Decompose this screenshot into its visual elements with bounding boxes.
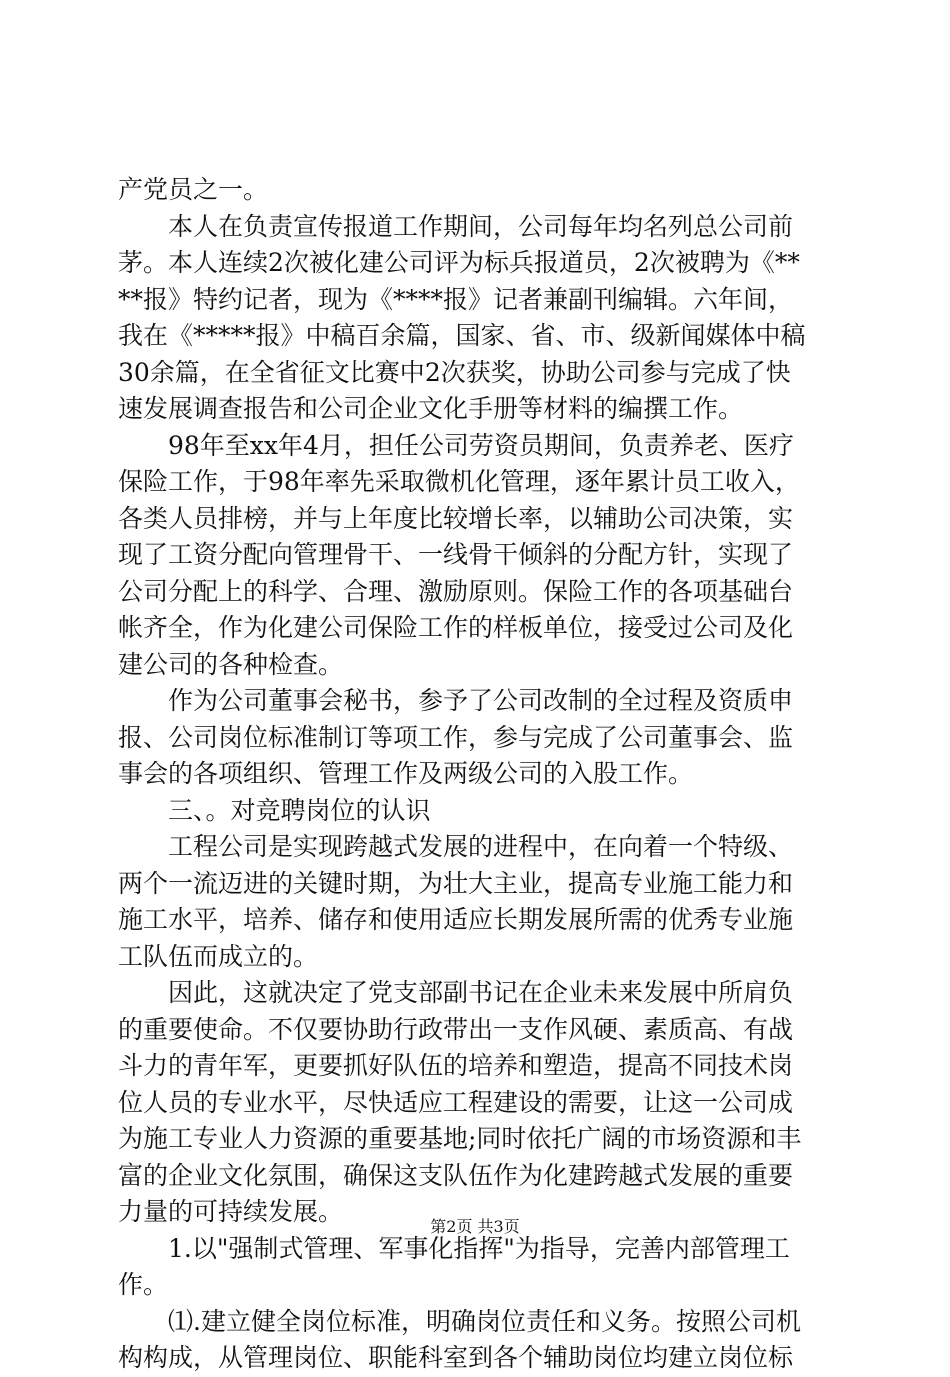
text-line: 建公司的各种检查。 xyxy=(118,649,344,679)
text-line: 速发展调查报告和公司企业文化手册等材料的编撰工作。 xyxy=(118,394,744,423)
text-line: 斗力的青年军，更要抓好队伍的培养和塑造，提高不同技术岗 xyxy=(118,1051,794,1080)
text-line: **报》特约记者，现为《****报》记者兼副刊编辑。六年间， xyxy=(118,284,794,314)
text-line: 作为公司董事会秘书，参予了公司改制的全过程及资质申 xyxy=(118,686,794,715)
text-line: 保险工作，于98年率先采取微机化管理，逐年累计员工收入， xyxy=(118,467,800,496)
text-line: 帐齐全，作为化建公司保险工作的样板单位，接受过公司及化 xyxy=(118,613,794,642)
text-line: 工队伍而成立的。 xyxy=(118,941,319,971)
document-body xyxy=(118,172,834,1377)
text-line: 为施工专业人力资源的重要基地;同时依托广阔的市场资源和丰 xyxy=(118,1124,802,1153)
text-line: 茅。本人连续2次被化建公司评为标兵报道员，2次被聘为《** xyxy=(118,248,800,277)
text-line: 工程公司是实现跨越式发展的进程中，在向着一个特级、 xyxy=(118,832,794,861)
text-line: 我在《*****报》中稿百余篇，国家、省、市、级新闻媒体中稿 xyxy=(118,321,806,350)
text-line: 的重要使命。不仅要协助行政带出一支作风硬、素质高、有战 xyxy=(118,1014,794,1044)
text-line: 本人在负责宣传报道工作期间，公司每年均名列总公司前 xyxy=(118,211,794,241)
text-line: 公司分配上的科学、合理、激励原则。保险工作的各项基础台 xyxy=(118,576,794,606)
text-line: 98年至xx年4月，担任公司劳资员期间，负责养老、医疗 xyxy=(118,430,794,460)
text-line: 施工水平，培养、储存和使用适应长期发展所需的优秀专业施 xyxy=(118,905,794,934)
text-line: 30余篇，在全省征文比赛中2次获奖，协助公司参与完成了快 xyxy=(118,357,791,387)
text-line: 产党员之一。 xyxy=(118,175,269,204)
text-line: 作。 xyxy=(118,1270,169,1299)
text-line: 各类人员排榜，并与上年度比较增长率，以辅助公司决策，实 xyxy=(118,503,794,533)
text-line: 两个一流迈进的关键时期，为壮大主业，提高专业施工能力和 xyxy=(118,868,794,898)
page-footer: 第2页 共3页 xyxy=(430,1217,520,1236)
text-line: 构构成，从管理岗位、职能科室到各个辅助岗位均建立岗位标 xyxy=(118,1343,794,1372)
text-line: 富的企业文化氛围，确保这支队伍作为化建跨越式发展的重要 xyxy=(118,1160,794,1190)
text-line: 事会的各项组织、管理工作及两级公司的入股工作。 xyxy=(118,759,694,788)
text-line: 1.以"强制式管理、军事化指挥"为指导，完善内部管理工 xyxy=(118,1233,790,1263)
text-line: 位人员的专业水平，尽快适应工程建设的需要，让这一公司成 xyxy=(118,1087,794,1117)
text-line: 因此，这就决定了党支部副书记在企业未来发展中所肩负 xyxy=(118,978,794,1007)
text-line: 报、公司岗位标准制订等项工作，参与完成了公司董事会、监 xyxy=(118,722,794,752)
text-line: 力量的可持续发展。 xyxy=(118,1197,344,1226)
text-line: 现了工资分配向管理骨干、一线骨干倾斜的分配方针，实现了 xyxy=(118,540,794,569)
section-heading: 三、。对竞聘岗位的认识 xyxy=(118,795,431,825)
text-line: ⑴.建立健全岗位标准，明确岗位责任和义务。按照公司机 xyxy=(118,1306,801,1336)
